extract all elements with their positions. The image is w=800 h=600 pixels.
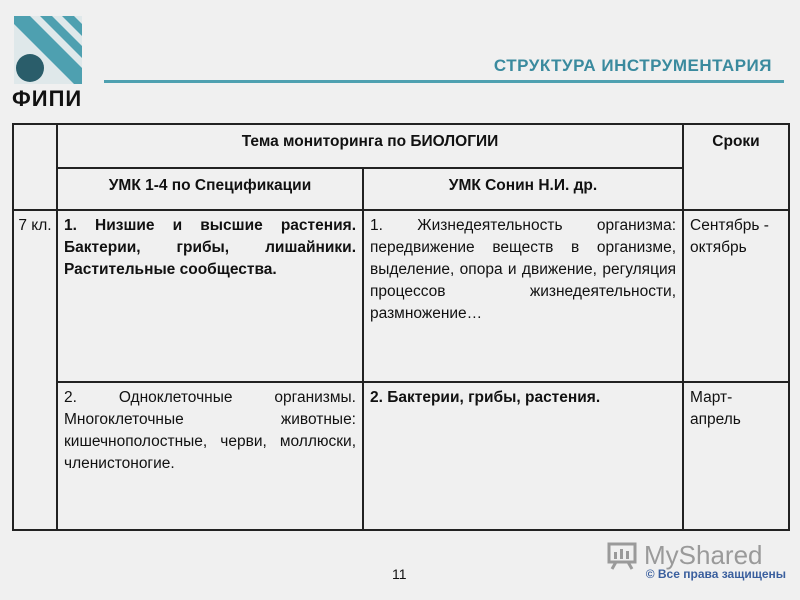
rights-text: © Все права защищены: [645, 567, 786, 581]
topic-header: Тема мониторинга по БИОЛОГИИ: [57, 124, 683, 168]
corner-cell: [13, 124, 57, 210]
terms-header: Сроки: [683, 124, 789, 210]
row2-terms: Март- апрель: [683, 382, 789, 530]
page-number: 11: [392, 566, 407, 582]
myshared-logo-icon: [606, 540, 640, 570]
row2-col2: 2. Бактерии, грибы, растения.: [363, 382, 683, 530]
col1-header: УМК 1-4 по Спецификации: [57, 168, 363, 210]
header-divider: [104, 80, 784, 83]
row1-col2: 1. Жизнедеятельность организма: передвижение веществ в организме, выделение, опора и движение, регуляция процессов жизнедеятельности, размножение…: [363, 210, 683, 382]
row1-col1: 1. Низшие и высшие растения. Бактерии, грибы, лишайники. Растительные сообщества.: [57, 210, 363, 382]
col2-header: УМК Сонин Н.И. др.: [363, 168, 683, 210]
grade-cell: 7 кл.: [13, 210, 57, 530]
watermark-text: MyShared: [644, 539, 763, 570]
row1-terms: Сентябрь - октябрь: [683, 210, 789, 382]
row2-col1: 2. Одноклеточные организмы. Многоклеточные животные: кишечнополостные, черви, моллюски, членистоногие.: [57, 382, 363, 530]
page-title: СТРУКТУРА ИНСТРУМЕНТАРИЯ: [493, 56, 772, 75]
curriculum-table: [12, 123, 790, 531]
logo-text: ФИПИ: [12, 86, 83, 111]
fipi-logo-icon: [14, 16, 82, 84]
